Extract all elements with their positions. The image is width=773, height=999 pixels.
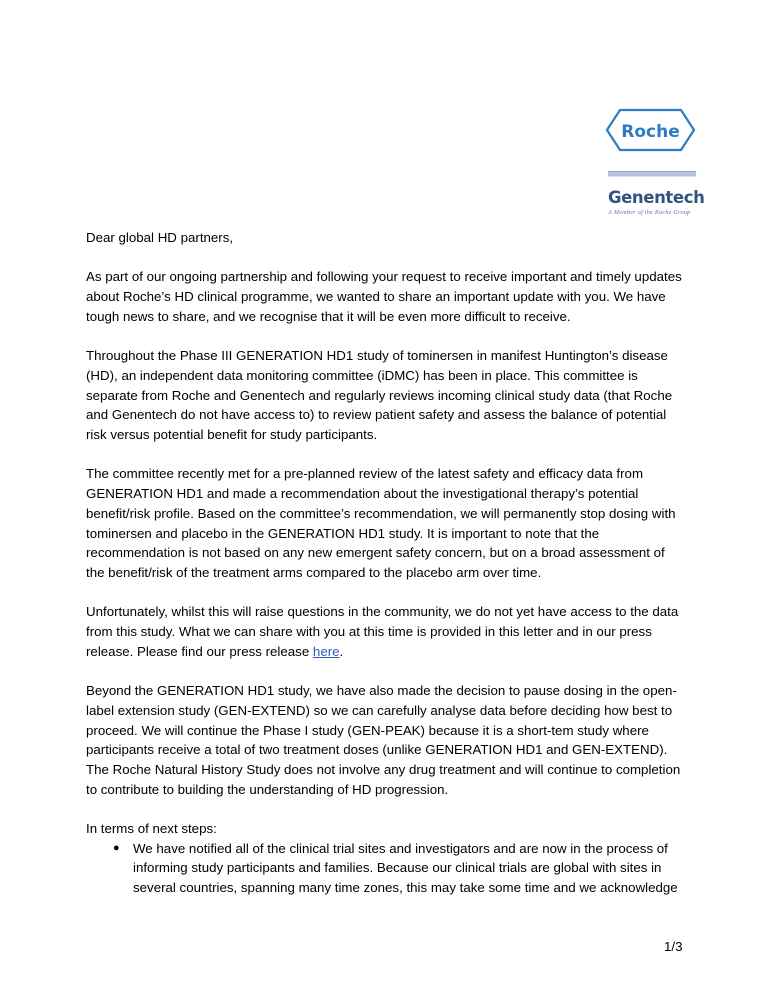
logo-divider bbox=[608, 171, 696, 177]
next-steps-list bbox=[86, 839, 682, 898]
list-item-label: We have notified all of the clinical trial sites and investigators and are now in the process of informing study participants and families. Because our clinical trials are global with sites in several countries, spanning many time zones, this may take some time and we acknowledge bbox=[133, 840, 678, 896]
paragraph-idmc-background: Throughout the Phase III GENERATION HD1 study of tominersen in manifest Huntington’s disease (HD), an independent data monitoring committee (iDMC) has been in place. This committee is separate from Roche and Genentech and regularly reviews incoming clinical study data (that Roche and Genentech do not have access to) to review patient safety and assess the balance of potential risk versus potential benefit for study participants. bbox=[86, 348, 673, 442]
genentech-tagline: A Member of the Roche Group bbox=[608, 208, 691, 216]
roche-logo bbox=[605, 108, 696, 152]
press-release-text-after: . bbox=[339, 643, 344, 659]
bullet-icon: ● bbox=[113, 841, 120, 854]
paragraph-partnership-update: As part of our ongoing partnership and following your request to receive important and timely updates about Roche’s HD clinical programme, we wanted to share an important update with you. We have tough news to share, and we recognise that it will be even more difficult to receive. bbox=[86, 269, 682, 324]
genentech-logo bbox=[608, 188, 705, 216]
press-release-link[interactable]: here bbox=[312, 643, 340, 659]
letter-body bbox=[86, 228, 682, 898]
paragraph-press-release bbox=[86, 602, 682, 661]
paragraph-other-studies: Beyond the GENERATION HD1 study, we have also made the decision to pause dosing in the open-label extension study (GEN-EXTEND) so we can carefully analyse data before deciding how best to proceed. We will continue the Phase I study (GEN-PEAK) because it is a short-tem study where participants receive a total of two treatment doses (unlike GENERATION HD1 and GEN-EXTEND). The Roche Natural History Study does not involve any drug treatment and will continue to completion to contribute to building the understanding of HD progression. bbox=[86, 683, 681, 797]
list-item bbox=[86, 839, 682, 898]
letterhead-logos bbox=[605, 108, 705, 216]
genentech-wordmark: Genentech bbox=[608, 188, 705, 207]
page-number: 1/3 bbox=[664, 939, 683, 954]
paragraph-committee-recommendation: The committee recently met for a pre-planned review of the latest safety and efficacy data from GENERATION HD1 and made a recommendation about the investigational therapy’s potential benefit/risk profile. Based on the committee’s recommendation, we will permanently stop dosing with tominersen and placebo in the GENERATION HD1 study. It is important to note that the recommendation is not based on any new emergent safety concern, but on a broad assessment of the benefit/risk of the treatment arms compared to the placebo arm over time. bbox=[86, 466, 676, 580]
salutation: Dear global HD partners, bbox=[86, 230, 234, 245]
next-steps-intro: In terms of next steps: bbox=[86, 821, 217, 836]
press-release-text-before: Unfortunately, whilst this will raise questions in the community, we do not yet have access to the data from this study. What we can share with you at this time is provided in this letter and in our press release. Please find our press release bbox=[86, 604, 679, 659]
svg-text:Roche: Roche bbox=[621, 122, 680, 142]
